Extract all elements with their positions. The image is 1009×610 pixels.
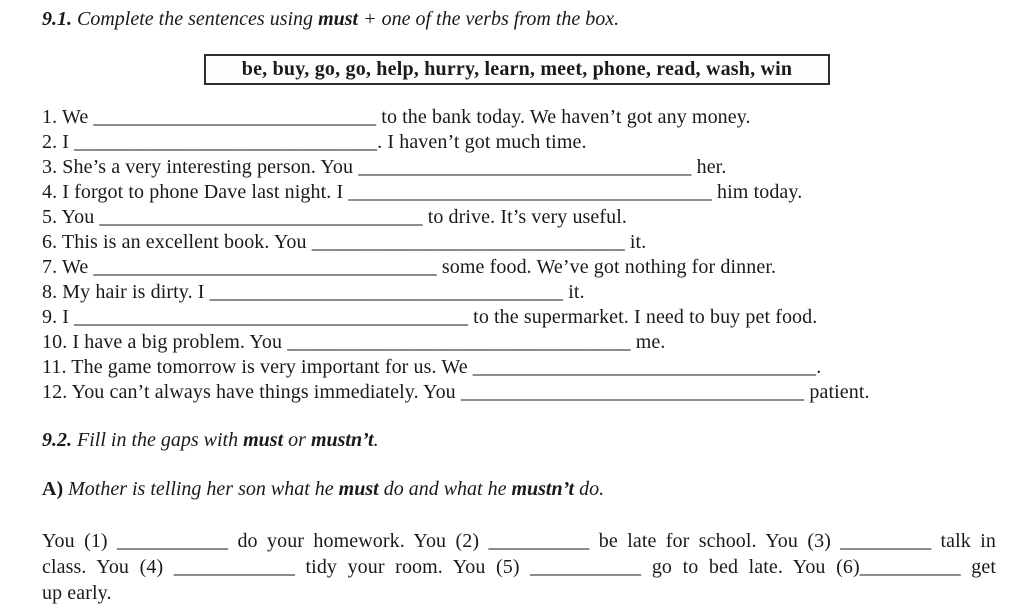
sentence-item-4: 4. I forgot to phone Dave last night. I ____________________________________ him today.	[42, 181, 803, 203]
part-a-text-post: do.	[574, 478, 605, 500]
heading-9-2-number: 9.2.	[42, 429, 72, 451]
sentence-item-12: 12. You can’t always have things immediately. You __________________________________ patient.	[42, 381, 870, 403]
sentence-item-10: 10. I have a big problem. You __________________________________ me.	[42, 331, 666, 353]
part-a-intro	[42, 478, 604, 501]
heading-9-2-must-keyword: must	[243, 429, 284, 451]
part-a-mustnt-keyword: mustn’t	[511, 478, 575, 500]
sentence-list	[42, 105, 1001, 405]
heading-9-1	[42, 8, 619, 31]
heading-9-2	[42, 429, 379, 452]
heading-9-2-instruction-pre: Fill in the gaps with	[72, 429, 244, 451]
gap-paragraph-line-2: class. You (4) ____________ tidy your room. You (5) ___________ go to bed late. You (6)__________ get	[42, 556, 996, 578]
verb-word-box-text: be, buy, go, go, help, hurry, learn, meet, phone, read, wash, win	[241, 58, 793, 80]
heading-9-1-instruction-pre: Complete the sentences using	[72, 8, 319, 30]
gap-paragraph	[42, 528, 996, 606]
heading-9-2-mustnt-keyword: mustn’t	[310, 429, 374, 451]
sentence-item-7: 7. We __________________________________ some food. We’ve got nothing for dinner.	[42, 256, 777, 278]
heading-9-2-instruction-mid: or	[283, 429, 311, 451]
heading-9-1-number: 9.1.	[42, 8, 72, 30]
heading-9-1-instruction-post: + one of the verbs from the box.	[358, 8, 620, 30]
gap-paragraph-line-3: up early.	[42, 582, 112, 604]
part-a-must-keyword: must	[338, 478, 379, 500]
part-a-label: A)	[42, 478, 64, 500]
sentence-item-6: 6. This is an excellent book. You _______________________________ it.	[42, 231, 647, 253]
sentence-item-1: 1. We ____________________________ to the bank today. We haven’t got any money.	[42, 106, 751, 128]
part-a-text-mid: do and what he	[378, 478, 512, 500]
heading-9-2-instruction-post: .	[373, 429, 379, 451]
gap-paragraph-line-1: You (1) ___________ do your homework. You (2) __________ be late for school. You (3) _________ talk in	[42, 530, 996, 552]
heading-9-1-must-keyword: must	[318, 8, 359, 30]
sentence-item-5: 5. You ________________________________ to drive. It’s very useful.	[42, 206, 628, 228]
sentence-item-9: 9. I _______________________________________ to the supermarket. I need to buy pet food.	[42, 306, 818, 328]
sentence-item-8: 8. My hair is dirty. I ___________________________________ it.	[42, 281, 585, 303]
sentence-item-11: 11. The game tomorrow is very important for us. We __________________________________.	[42, 356, 822, 378]
sentence-item-3: 3. She’s a very interesting person. You _________________________________ her.	[42, 156, 727, 178]
verb-word-box	[204, 54, 830, 85]
part-a-text-pre: Mother is telling her son what he	[63, 478, 339, 500]
sentence-item-2: 2. I ______________________________. I haven’t got much time.	[42, 131, 587, 153]
